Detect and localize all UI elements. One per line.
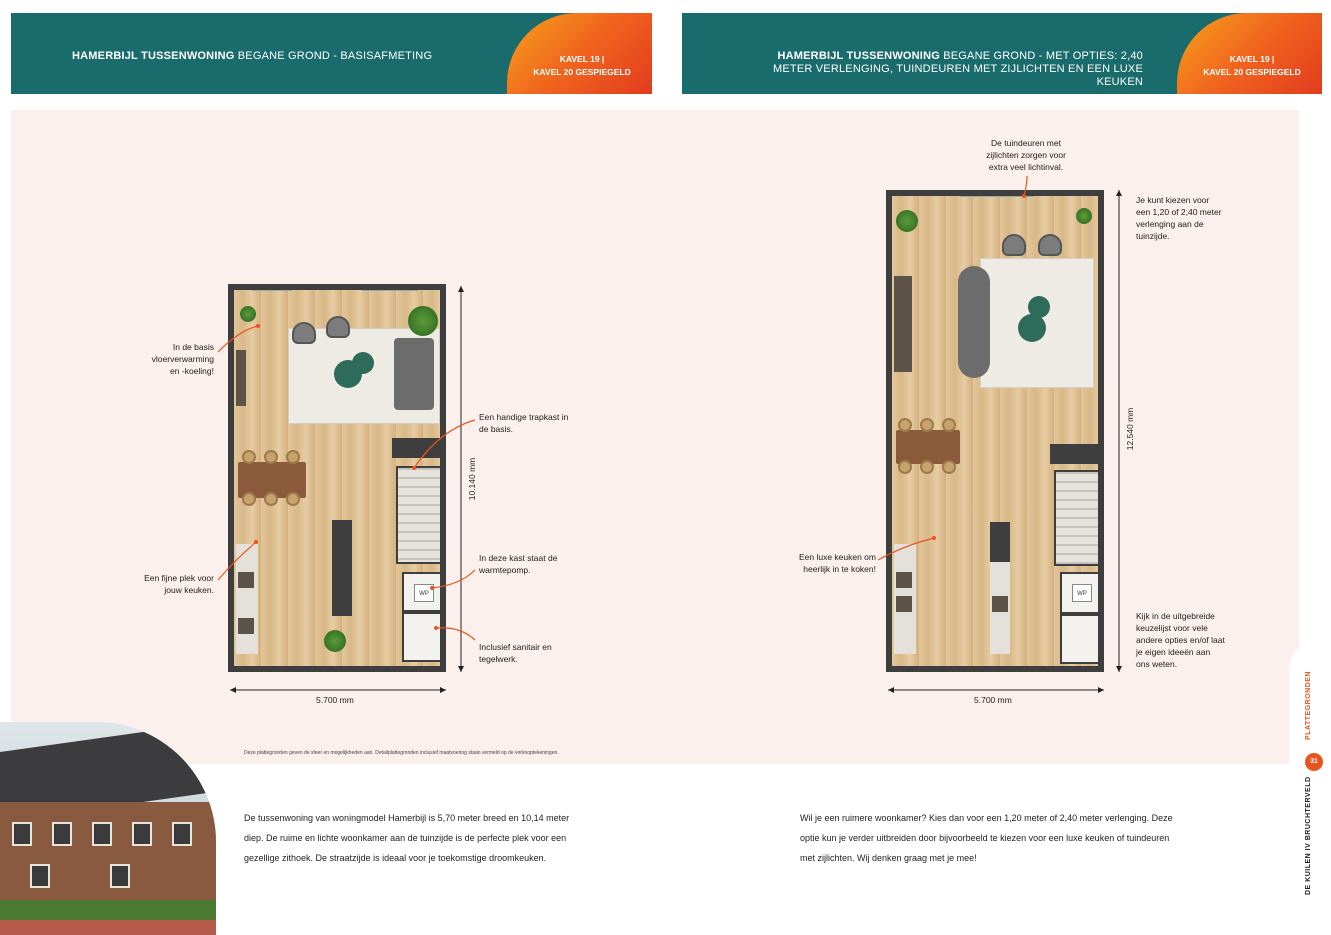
plant [1076, 208, 1092, 224]
coffee-table [1018, 314, 1046, 342]
plant [896, 210, 918, 232]
depth-dimension-left: 10.140 mm [467, 457, 477, 501]
dining-chair [920, 460, 934, 474]
cooktop [896, 572, 912, 588]
cooktop [992, 596, 1008, 612]
heat-pump: WP [1072, 584, 1092, 602]
plant [408, 306, 438, 336]
width-dimension-left: 5.700 mm [316, 695, 354, 705]
stairs [1054, 470, 1102, 566]
dining-chair [264, 492, 278, 506]
oven [238, 618, 254, 634]
dining-table [896, 430, 960, 464]
plant [240, 306, 256, 322]
note-trapkast: Een handige trapkast in de basis. [479, 412, 569, 434]
dining-chair [286, 492, 300, 506]
section-label: PLATTEGRONDEN [1305, 671, 1312, 740]
kavel-label-right: KAVEL 19 | KAVEL 20 GESPIEGELD [1203, 54, 1301, 77]
banner-title-left: HAMERBIJL TUSSENWONING BEGANE GROND - BASISAFMETING [72, 50, 433, 62]
toilet [1060, 614, 1102, 664]
armchair [1038, 234, 1062, 256]
note-sanitair: Inclusief sanitair en tegelwerk. [479, 642, 552, 664]
stairs [396, 466, 444, 564]
house-photo [0, 722, 216, 935]
note-vloerverwarming: In de basis vloerverwarming en -koeling! [151, 342, 214, 376]
window [1026, 670, 1060, 672]
note-keuzelijst: Kijk in de uitgebreide keuzelijst voor vele andere opties en/of laat je eigen ideeën aan ons weten. [1136, 611, 1225, 669]
window [258, 670, 308, 672]
wall [332, 520, 352, 616]
dining-chair [942, 460, 956, 474]
storage-closet [1060, 572, 1102, 614]
heat-pump: WP [414, 584, 434, 602]
wall [990, 522, 1010, 562]
dining-chair [286, 450, 300, 464]
armchair [326, 316, 350, 338]
wall [1050, 444, 1102, 464]
window [368, 670, 402, 672]
armchair [292, 322, 316, 344]
page-number: 31 [1305, 753, 1323, 771]
header-banner-left [11, 13, 652, 94]
dining-chair [264, 450, 278, 464]
note-verlenging: Je kunt kiezen voor een 1,20 of 2,40 meter verlenging aan de tuinzijde. [1136, 195, 1222, 241]
depth-dimension-right: 12.540 mm [1125, 407, 1135, 451]
floorplan-area [11, 110, 1299, 764]
window [960, 192, 1034, 197]
coffee-table [1028, 296, 1050, 318]
sofa [394, 338, 434, 410]
header-banner-right [682, 13, 1322, 94]
body-text-right: Wil je een ruimere woonkamer? Kies dan voor een 1,20 meter of 2,40 meter verlenging. Deze optie kun je verder uitbreiden door bijvoorbeeld te kiezen voor een luxe keuken of tuindeuren met zijlichten. Wij denken graag met je mee! [800, 813, 1173, 863]
disclaimer: Deze plattegronden geven de sfeer en mogelijkheden aan. Detailplattegronden inclusief maatvoering staan vermeld op de verkooptekeningen. [244, 750, 559, 756]
kitchen-counter [236, 544, 258, 654]
note-warmtepomp: In deze kast staat de warmtepomp. [479, 553, 558, 575]
dining-chair [898, 418, 912, 432]
oven [896, 596, 912, 612]
floorplan-opties [886, 190, 1104, 672]
banner-title-right: HAMERBIJL TUSSENWONING BEGANE GROND - MET OPTIES: 2,40 METER VERLENGING, TUINDEUREN MET ZIJLICHTEN EN EEN LUXE KEUKEN [773, 50, 1143, 88]
storage-closet [402, 572, 444, 612]
project-label: DE KUILEN IV BRUCHTERVELD [1305, 776, 1312, 895]
note-keuken: Een fijne plek voor jouw keuken. [144, 573, 214, 595]
dining-chair [942, 418, 956, 432]
dining-chair [242, 492, 256, 506]
wall [392, 438, 444, 458]
floorplan-basis [228, 284, 446, 672]
dining-chair [920, 418, 934, 432]
sofa [958, 266, 990, 378]
kavel-label-left: KAVEL 19 | KAVEL 20 GESPIEGELD [533, 54, 631, 77]
coffee-table [352, 352, 374, 374]
cooktop [238, 572, 254, 588]
cabinet [236, 350, 246, 406]
dining-chair [898, 460, 912, 474]
cabinet [894, 276, 912, 372]
window [252, 286, 292, 291]
dining-chair [242, 450, 256, 464]
toilet [402, 612, 444, 662]
plant [324, 630, 346, 652]
armchair [1002, 234, 1026, 256]
note-luxe-keuken: Een luxe keuken om heerlijk in te koken! [798, 552, 876, 574]
window [916, 670, 966, 672]
note-tuindeuren: De tuindeuren met zijlichten zorgen voor extra veel lichtinval. [986, 138, 1066, 172]
body-text-left: De tussenwoning van woningmodel Hamerbijl is 5,70 meter breed en 10,14 meter diep. De ruime en lichte woonkamer aan de tuinzijde is de perfecte plek voor een gezellige zithoek. De straatzijde is ideaal voor je toekomstige droomkeuken. [244, 813, 570, 863]
window [362, 286, 418, 291]
width-dimension-right: 5.700 mm [974, 695, 1012, 705]
